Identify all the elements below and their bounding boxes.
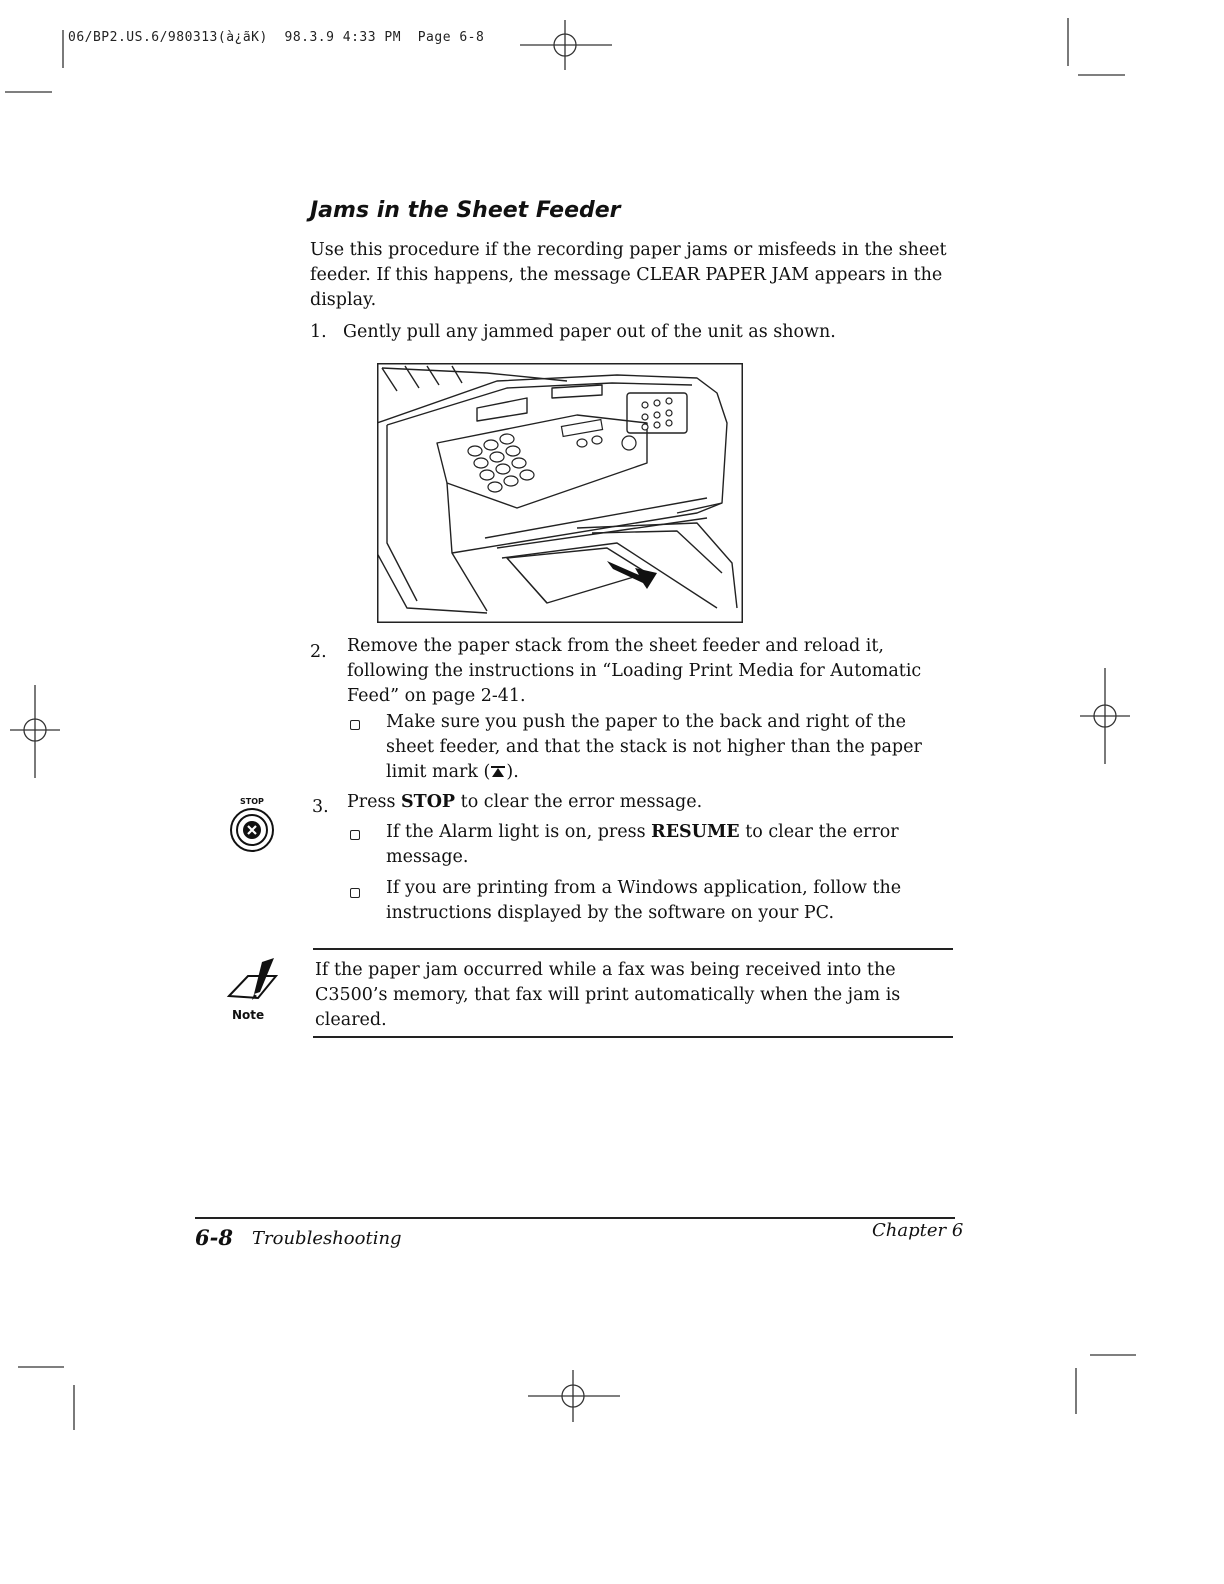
step-2-line: following the instructions in “Loading Print Media for Automatic: [347, 661, 922, 681]
printer-jam-illustration: [377, 363, 743, 623]
step-2-bullet-text: [386, 710, 946, 785]
step-3-number: 3.: [312, 797, 329, 817]
bullet-line: sheet feeder, and that the stack is not higher than the paper: [386, 737, 922, 757]
note-line: cleared.: [315, 1010, 387, 1030]
step-3-bullet-2: [386, 876, 946, 926]
bullet-prefix: If the Alarm light is on, press: [386, 822, 652, 842]
note-line: C3500’s memory, that fax will print automatically when the jam is: [315, 985, 901, 1005]
note-text: [315, 958, 935, 1033]
resume-keyword: RESUME: [651, 822, 740, 842]
step-1-number: 1.: [310, 322, 327, 342]
checkbox-bullet-icon: [350, 830, 360, 840]
note-top-rule: [313, 948, 953, 950]
checkbox-bullet-icon: [350, 720, 360, 730]
stop-button-icon: [229, 807, 275, 853]
footer-chapter: Chapter 6: [872, 1220, 964, 1241]
step-2-number: 2.: [310, 642, 327, 662]
bullet-line: Make sure you push the paper to the back and right of the: [386, 712, 906, 732]
bullet-line: message.: [386, 847, 469, 867]
step-3-text: [347, 790, 947, 815]
step-2-text: [347, 634, 947, 709]
registration-mark-icon: [528, 1370, 620, 1422]
paper-limit-mark-icon: [490, 765, 506, 779]
note-line: If the paper jam occurred while a fax was being received into the: [315, 960, 896, 980]
checkbox-bullet-icon: [350, 888, 360, 898]
bullet-line: instructions displayed by the software on your PC.: [386, 903, 835, 923]
section-title: Jams in the Sheet Feeder: [310, 198, 621, 223]
step-2-line: Feed” on page 2-41.: [347, 686, 526, 706]
bullet-line: If you are printing from a Windows application, follow the: [386, 878, 902, 898]
intro-paragraph: [310, 238, 950, 313]
bullet-line-start: limit mark (: [386, 762, 491, 782]
printer-slug: 06/BP2.US.6/980313(à¿ãK) 98.3.9 4:33 PM Page 6-8: [68, 30, 485, 45]
footer-rule: [195, 1217, 955, 1219]
footer-page-number: 6-8: [195, 1225, 233, 1250]
bullet-line: [386, 820, 946, 845]
step-2-line: Remove the paper stack from the sheet feeder and reload it,: [347, 636, 884, 656]
step-1-text: Gently pull any jammed paper out of the unit as shown.: [343, 322, 836, 342]
registration-mark-icon: [1080, 668, 1130, 764]
note-label: Note: [232, 1008, 265, 1022]
registration-mark-icon: [10, 685, 60, 778]
intro-line: feeder. If this happens, the message CLEAR PAPER JAM appears in the: [310, 265, 943, 285]
step-3-bullet-1: [386, 820, 946, 870]
bullet-line-end: ).: [506, 762, 519, 782]
stop-icon-label: STOP: [240, 797, 264, 806]
step-3-suffix: to clear the error message.: [455, 792, 703, 812]
note-bottom-rule: [313, 1036, 953, 1038]
step-3-prefix: Press: [347, 792, 402, 812]
footer-section: Troubleshooting: [252, 1228, 402, 1249]
bullet-line: [386, 760, 946, 785]
stop-keyword: STOP: [401, 792, 456, 812]
registration-mark-icon: [520, 20, 612, 70]
intro-line: Use this procedure if the recording paper jams or misfeeds in the sheet: [310, 240, 947, 260]
intro-line: display.: [310, 290, 377, 310]
note-pen-icon: [226, 956, 282, 1008]
bullet-suffix: to clear the error: [739, 822, 899, 842]
